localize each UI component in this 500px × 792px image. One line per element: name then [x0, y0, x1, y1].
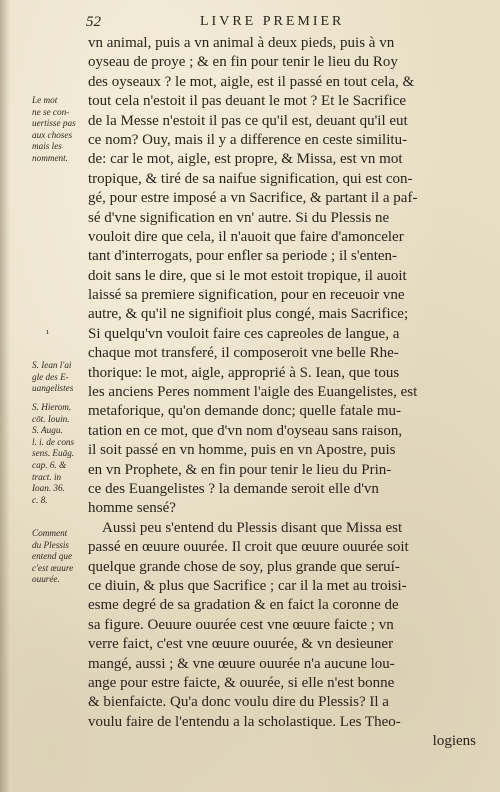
text-line: logiens — [432, 733, 476, 750]
margin-note-line: c. 8. — [32, 494, 48, 505]
text-line: de la Messe n'estoit il pas ce qu'il est, deuant qu'il eut — [88, 112, 408, 129]
body-text — [88, 34, 476, 751]
text-line: thorique: le mot, aigle, approprié à S. Iean, que tous — [88, 364, 400, 381]
margin-note-line: entend que — [32, 551, 73, 562]
margin-note-line: l. i. de cons — [32, 436, 75, 447]
text-line: esme degré de sa gradation & en faict la coronne de — [88, 597, 399, 614]
text-line: voulu faire de l'entendu a la scholastique. Les Theo- — [88, 713, 401, 730]
text-line: en vn Prophete, & en fin pour tenir le lieu du Prin- — [88, 461, 392, 478]
margin-note-line: cōt. Iouin. — [32, 413, 70, 424]
text-line: sa figure. Oeuure ouurée cest vne œuure faicte ; vn — [88, 616, 394, 633]
margin-note-line: gle des E- — [32, 371, 69, 382]
text-line: homme sensé? — [88, 500, 176, 517]
margin-note-line: uertisse pas — [32, 118, 76, 129]
margin-note-references — [32, 402, 90, 506]
margin-note-line: S. Augu. — [32, 425, 63, 436]
margin-note-line: S. Iean l'ai — [32, 360, 72, 370]
text-line: doit sans le dire, que si le mot estoit tropique, il auoit — [88, 267, 407, 284]
page-number: 52 — [86, 14, 101, 30]
text-line: laissé sa premiere signification, pour en receuoir vne — [88, 287, 405, 304]
page-header — [0, 12, 500, 34]
running-head: LIVRE PREMIER — [200, 14, 345, 29]
margin-note-line: Le mot — [32, 95, 58, 105]
margin-note-line: cap. 6. & — [32, 459, 67, 470]
margin-note-mot — [32, 95, 90, 165]
binding-gutter-shadow — [0, 0, 10, 792]
text-line: vn animal, puis a vn animal à deux pieds, puis à vn — [88, 35, 395, 51]
text-line: autre, & qu'il ne signifioit plus congé, mais Sacrifice; — [88, 306, 409, 323]
text-line: tant d'interrogats, pour enfler sa periode ; il s'enten- — [88, 248, 398, 265]
margin-note-line: Ioan. 36. — [32, 483, 65, 494]
text-line: ce nom? Ouy, mais il y a difference en ceste similitu- — [88, 131, 408, 148]
margin-note-saint-jean — [32, 360, 90, 395]
text-line: verre faict, c'est vne œuure ouurée, & vn desieuner — [88, 636, 394, 653]
text-line: Si quelqu'vn vouloit faire ces capreoles de langue, a — [88, 325, 400, 342]
text-line: & bienfaicte. Qu'a donc voulu dire du Plessis? Il a — [88, 694, 389, 711]
text-line: gé, pour estre imposé a vn Sacrifice, & partant il a paf- — [88, 190, 418, 207]
text-line: ange pour estre faicte, & ouurée, si elle n'est bonne — [88, 674, 395, 691]
text-line: vouloit dire que cela, il n'auoit que faire d'amonceler — [88, 228, 404, 245]
margin-note-line: c'est œuure — [32, 562, 74, 573]
margin-note-line: ouurée. — [32, 574, 60, 585]
text-line: ce diuin, & plus que Sacrifice ; car il la met au troisi- — [88, 577, 407, 594]
text-line: oyseau de proye ; & en fin pour tenir le lieu du Roy — [88, 54, 398, 71]
text-line: tropique, & tiré de sa naifue signification, qui est con- — [88, 170, 413, 187]
text-line: passé en œuure ouurée. Il croit que œuure ouurée soit — [88, 539, 409, 556]
text-line: mangé, aussi ; & vne œuure ouurée n'a aucune lou- — [88, 655, 395, 672]
margin-note-comment — [32, 528, 90, 586]
text-line: tation en ce mot, que d'vn nom d'oyseau sans raison, — [88, 422, 403, 439]
margin-note-line: aux choses — [32, 129, 73, 140]
text-line: tout cela n'estoit il pas deuant le mot ? Et le Sacrifice — [88, 93, 407, 110]
margin-note-line: sens. Euāg. — [32, 448, 75, 459]
text-line: il soit passé en vn homme, puis en vn Apostre, puis — [88, 442, 396, 459]
margin-note-line: S. Hierom. — [32, 402, 72, 412]
text-line: quelque grande chose de soy, plus grande que seruí- — [88, 558, 400, 575]
margin-note-line: uangelistes — [32, 383, 74, 394]
text-line: les anciens Peres nomment l'aigle des Euangelistes, est — [88, 384, 418, 401]
margin-note-line: mais les — [32, 141, 62, 152]
text-line: de: car le mot, aigle, est propre, & Missa, est vn mot — [88, 151, 403, 168]
text-line: chaque mot transferé, il composeroit vne belle Rhe- — [88, 345, 399, 362]
margin-note-line: du Plessis — [32, 539, 70, 550]
text-line: ce des Euangelistes ? la demande seroit elle d'vn — [88, 480, 379, 497]
margin-note-line: nomment. — [32, 152, 68, 163]
text-line: des oyseaux ? le mot, aigle, est il passé en tout cela, & — [88, 73, 415, 90]
margin-note-line: tract. in — [32, 471, 62, 482]
margin-note-line: Comment — [32, 528, 68, 538]
margin-note-line: ne se con- — [32, 106, 70, 117]
text-line: metaforique, qu'on demande donc; quelle fatale mu- — [88, 403, 402, 420]
stray-ink-mark: ¹ — [46, 328, 50, 340]
text-line: sé d'vne signification en vn' autre. Si du Plessis ne — [88, 209, 390, 226]
text-line: Aussi peu s'entend du Plessis disant que Missa est — [102, 519, 403, 536]
